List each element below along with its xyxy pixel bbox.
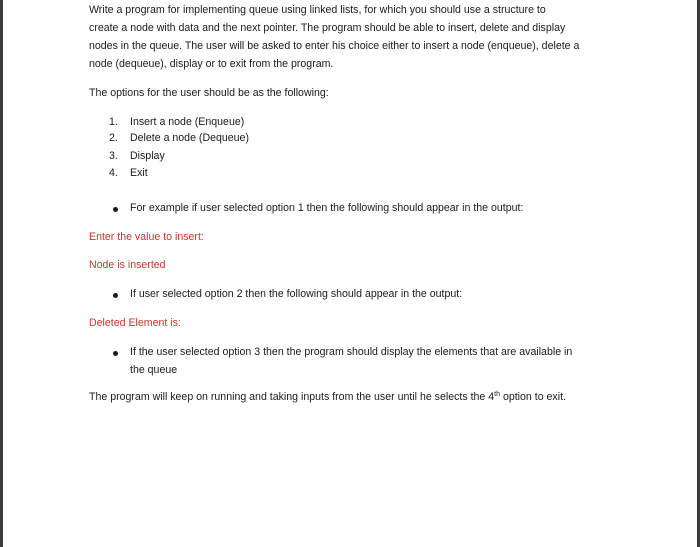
- bullet-icon: [113, 207, 118, 212]
- example-3-text-line-2: the queue: [130, 364, 178, 376]
- intro-line-4: node (dequeue), display or to exit from the program.: [89, 58, 334, 70]
- option-number: 2.: [109, 132, 118, 144]
- intro-line-3: nodes in the queue. The user will be asked to enter his choice either to insert a node (enqueue), delete a: [89, 40, 580, 52]
- option-number: 1.: [109, 116, 118, 128]
- example-1-output-1: Enter the value to insert:: [89, 231, 204, 243]
- ordinal-suffix: th: [494, 391, 500, 398]
- closing-text-start: The program will keep on running and taking inputs from the user until he selects the 4: [89, 391, 495, 403]
- option-number: 4.: [109, 167, 118, 179]
- example-1-output-2: Node is inserted: [89, 259, 166, 271]
- option-number: 3.: [109, 150, 118, 162]
- example-1-text: For example if user selected option 1 then the following should appear in the output:: [130, 202, 524, 214]
- example-2-output-1: Deleted Element is:: [89, 317, 181, 329]
- intro-line-2: create a node with data and the next pointer. The program should be able to insert, delete and display: [89, 22, 566, 34]
- option-label: Insert a node (Enqueue): [130, 116, 245, 128]
- example-2-text: If user selected option 2 then the following should appear in the output:: [130, 288, 463, 300]
- bullet-icon: [113, 351, 118, 356]
- option-label: Delete a node (Dequeue): [130, 132, 249, 144]
- closing-paragraph: [89, 391, 566, 403]
- closing-text-end: option to exit.: [500, 391, 566, 403]
- options-heading: The options for the user should be as the following:: [89, 87, 329, 99]
- option-label: Exit: [130, 167, 148, 179]
- intro-line-1: Write a program for implementing queue using linked lists, for which you should use a structure to: [89, 4, 546, 16]
- example-3-text-line-1: If the user selected option 3 then the program should display the elements that are available in: [130, 346, 573, 358]
- option-label: Display: [130, 150, 165, 162]
- bullet-icon: [113, 293, 118, 298]
